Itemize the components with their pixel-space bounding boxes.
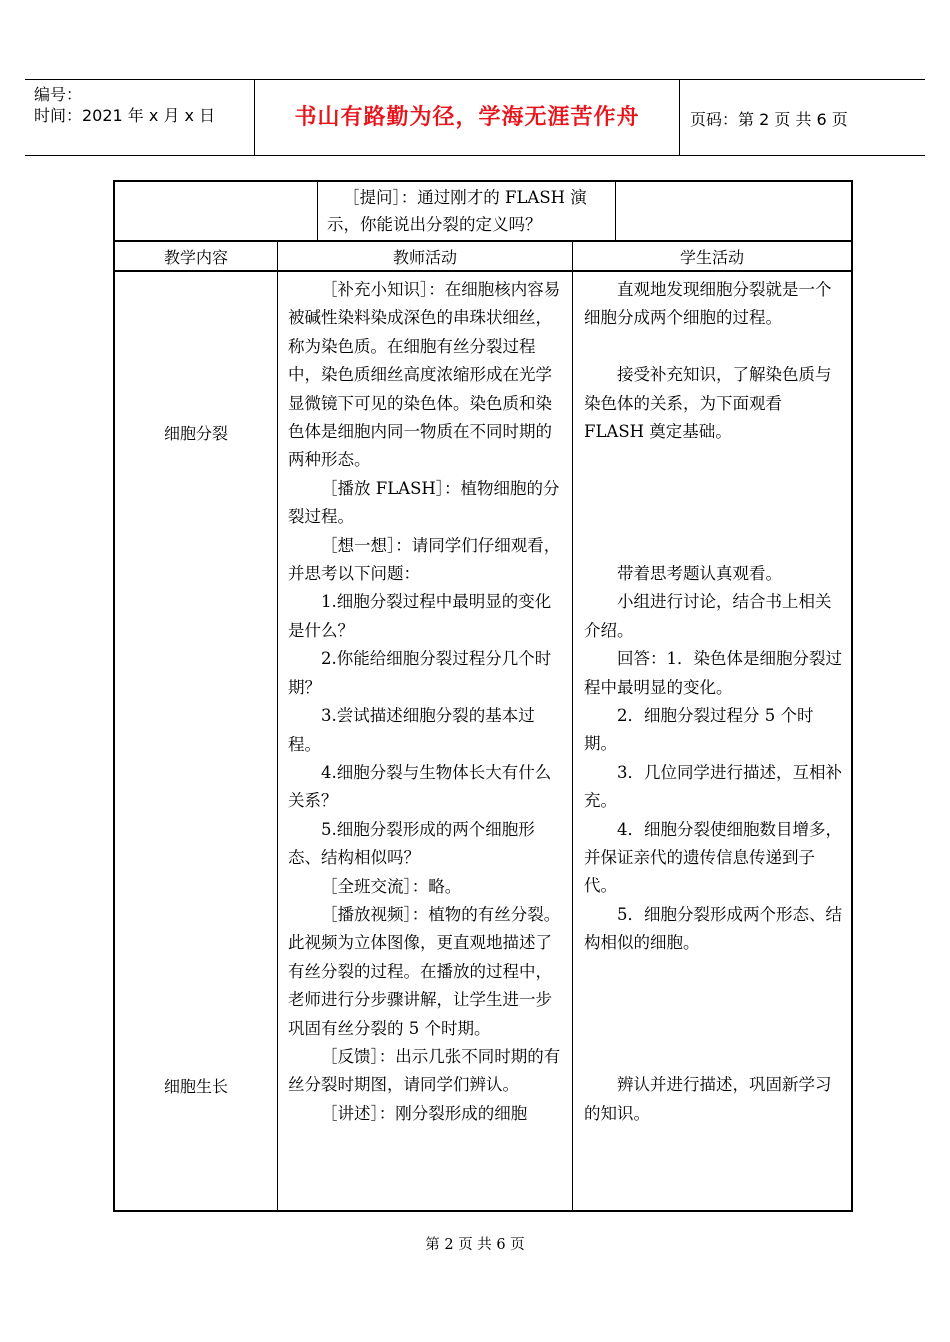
- column-divider-2: [572, 240, 573, 1212]
- column-divider-1: [277, 240, 278, 1212]
- teacher-paragraph: ［播放 FLASH］：植物细胞的分裂过程。: [288, 478, 560, 527]
- student-paragraph: 辨认并进行描述，巩固新学习的知识。: [584, 1075, 832, 1123]
- student-paragraph: 5．细胞分裂形成两个形态、结构相似的细胞。: [584, 904, 842, 953]
- student-paragraph: 直观地发现细胞分裂就是一个细胞分成两个细胞的过程。: [584, 280, 832, 328]
- teacher-paragraph: 1.细胞分裂过程中最明显的变化是什么？: [288, 592, 552, 640]
- teacher-paragraph: ［全班交流］：略。: [321, 876, 462, 896]
- column-header-content: 教学内容: [163, 248, 228, 267]
- column-header-student: 学生活动: [679, 248, 744, 267]
- header-motto: 书山有路勤为径，学海无涯苦作舟: [294, 105, 640, 130]
- content-label-cell-division: 细胞分裂: [163, 424, 228, 443]
- top-row-divider-1: [317, 180, 318, 240]
- column-header-teacher: 教师活动: [392, 248, 457, 267]
- serial-label: 编号：: [34, 85, 83, 104]
- time-label: 时间：2021 年 x 月 x 日: [34, 106, 216, 125]
- student-paragraph: 回答：1．染色体是细胞分裂过程中最明显的变化。: [584, 649, 842, 697]
- header-divider-right: [679, 79, 680, 156]
- teacher-paragraph: ［补充小知识］：在细胞核内容易被碱性染料染成深色的串珠状细丝，称为染色质。在细胞有丝分裂过程中，染色质细丝高度浓缩形成在光学显微镜下可见的染色体。染色质和染色体是细胞内同一物质在不同时期的两种形态。: [288, 280, 561, 470]
- page-footer: 第 2 页 共 6 页: [425, 1237, 525, 1253]
- student-paragraph: 3．几位同学进行描述，互相补充。: [584, 762, 842, 811]
- header-row-bottom: [113, 270, 853, 272]
- table-border-right: [851, 180, 853, 1212]
- teacher-paragraph: 5.细胞分裂形成的两个细胞形态、结构相似吗？: [288, 819, 535, 868]
- student-paragraph: 4．细胞分裂使细胞数目增多，并保证亲代的遗传信息传递到子代。: [584, 819, 842, 896]
- header-page-info: 页码：第 2 页 共 6 页: [690, 110, 848, 129]
- student-paragraph: 带着思考题认真观看。: [617, 564, 782, 584]
- student-paragraph: 小组进行讨论，结合书上相关介绍。: [584, 592, 832, 640]
- teacher-paragraph: ［讲述］：刚分裂形成的细胞: [321, 1103, 528, 1123]
- header-top-rule: [25, 79, 925, 80]
- teacher-paragraph: ［想一想］：请同学们仔细观看，并思考以下问题：: [288, 535, 561, 584]
- top-row-line-1: ［提问］：通过刚才的 FLASH 演: [343, 188, 587, 207]
- table-border-bottom: [113, 1210, 853, 1212]
- teacher-paragraph: 2.你能给细胞分裂过程分几个时期？: [288, 649, 552, 697]
- content-label-cell-growth: 细胞生长: [163, 1077, 228, 1096]
- header-bottom-rule: [25, 155, 925, 156]
- top-row-line-2: 示，你能说出分裂的定义吗？: [327, 215, 542, 234]
- student-paragraph: 接受补充知识，了解染色质与染色体的关系，为下面观看 FLASH 奠定基础。: [584, 365, 832, 442]
- table-border-left: [113, 180, 115, 1212]
- teacher-paragraph: ［播放视频］：植物的有丝分裂。此视频为立体图像，更直观地描述了有丝分裂的过程。在播放的过程中，老师进行分步骤讲解，让学生进一步巩固有丝分裂的 5 个时期。: [288, 904, 561, 1038]
- teacher-paragraph: 4.细胞分裂与生物体长大有什么关系？: [288, 762, 552, 811]
- header-row-top: [113, 240, 853, 242]
- student-activities: [584, 276, 846, 1128]
- top-row-question: [327, 184, 611, 238]
- teacher-activities: [288, 276, 566, 1128]
- teacher-paragraph: ［反馈］：出示几张不同时期的有丝分裂时期图，请同学们辨认。: [288, 1046, 561, 1095]
- table-border-top: [113, 180, 853, 182]
- teacher-paragraph: 3.尝试描述细胞分裂的基本过程。: [288, 706, 535, 754]
- top-row-divider-2: [615, 180, 616, 240]
- student-paragraph: 2．细胞分裂过程分 5 个时期。: [584, 706, 814, 754]
